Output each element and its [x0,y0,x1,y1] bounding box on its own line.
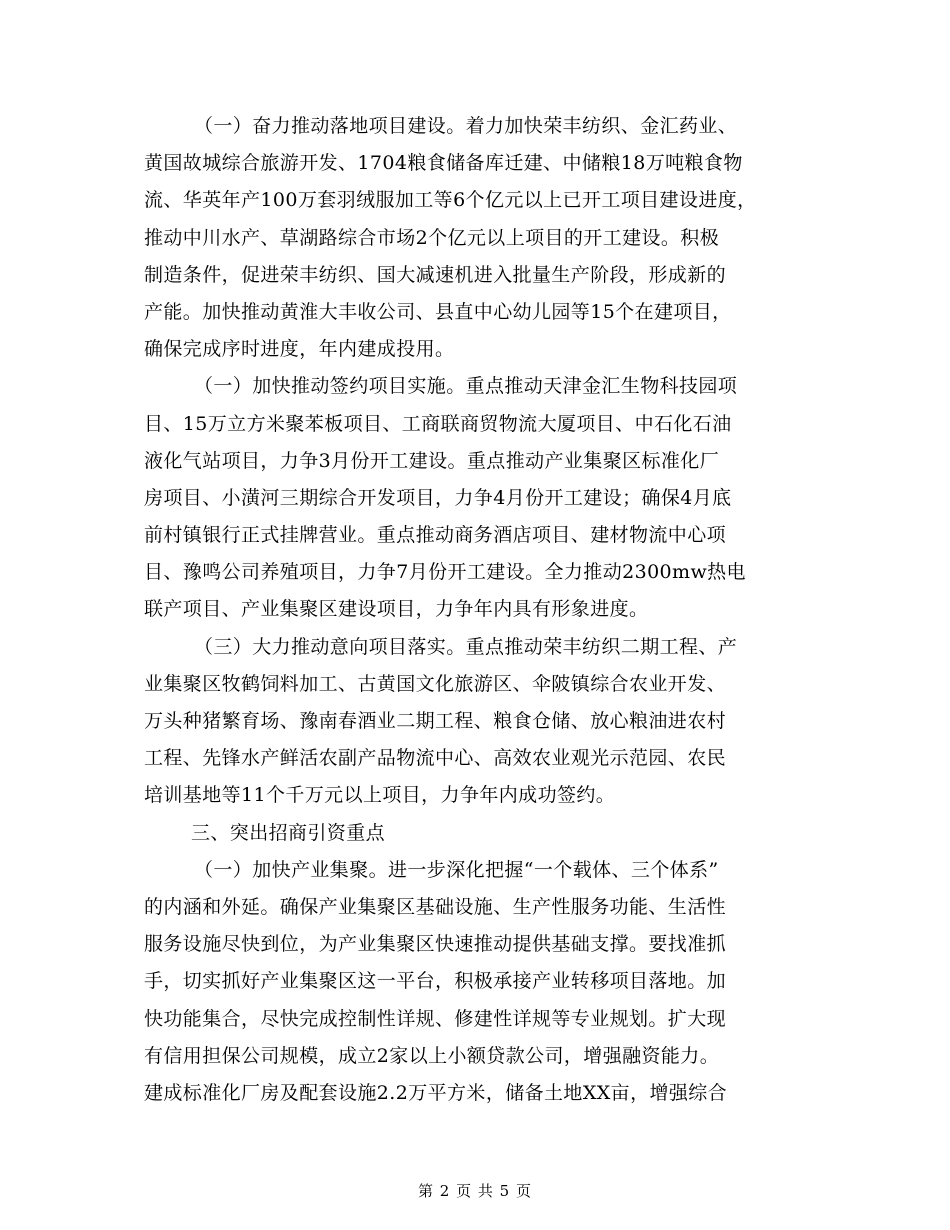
paragraph-line: 服务设施尽快到位，为产业集聚区快速推动提供基础支撑。要找准抓 [144,933,727,956]
paragraph-line: 推动中川水产、草湖路综合市场2个亿元以上项目的开工建设。积极 [144,226,720,249]
paragraph-line: 液化气站项目，力争3月份开工建设。重点推动产业集聚区标准化厂 [144,449,720,472]
section-heading: 三、突出招商引资重点 [191,821,386,844]
paragraph-line: 万头种猪繁育场、豫南春酒业二期工程、粮食仓储、放心粮油进农村 [144,710,727,732]
paragraph-line: 流、华英年产100万套羽绒服加工等6个亿元以上已开工项目建设进度， [144,189,757,212]
paragraph-line: 的内涵和外延。确保产业集聚区基础设施、生产性服务功能、生活性 [144,895,727,918]
paragraph-line: （三）大力推动意向项目落实。重点推动荣丰纺织二期工程、产 [194,635,738,658]
paragraph-line: 培训基地等11个千万元以上项目，力争年内成功签约。 [144,784,616,807]
document-body [144,108,804,1112]
page-footer: 第 2 页 共 5 页 [418,1182,532,1200]
paragraph-line: 制造条件，促进荣丰纺织、国大减速机进入批量生产阶段，形成新的 [144,263,727,286]
paragraph-line: 黄国故城综合旅游开发、1704粮食储备库迁建、中储粮18万吨粮食物 [144,152,743,175]
paragraph-line: 目、15万立方米聚苯板项目、工商联商贸物流大厦项目、中石化石油 [144,412,732,435]
paragraph-line: 前村镇银行正式挂牌营业。重点推动商务酒店项目、建材物流中心项 [144,524,727,547]
paragraph-line: 有信用担保公司规模，成立2家以上小额贷款公司，增强融资能力。 [144,1044,720,1067]
paragraph-line: 联产项目、产业集聚区建设项目，力争年内具有形象进度。 [144,598,649,621]
paragraph-line: 产能。加快推动黄淮大丰收公司、县直中心幼儿园等15个在建项目， [144,300,732,323]
paragraph-line: 业集聚区牧鹤饲料加工、古黄国文化旅游区、伞陂镇综合农业开发、 [144,672,727,695]
paragraph-line: 目、豫鸣公司养殖项目，力争7月份开工建设。全力推动2300mw热电 [144,561,746,584]
paragraph-line: 房项目、小潢河三期综合开发项目，力争4月份开工建设；确保4月底 [144,486,732,509]
paragraph-line: 确保完成序时进度，年内建成投用。 [144,338,455,361]
paragraph-line: 工程、先锋水产鲜活农副产品物流中心、高效农业观光示范园、农民 [144,747,727,770]
paragraph-line: （一）加快推动签约项目实施。重点推动天津金汇生物科技园项 [194,375,738,398]
paragraph-line: 建成标准化厂房及配套设施2.2万平方米，储备土地XX亩，增强综合 [144,1081,728,1104]
paragraph-line: （一）加快产业集聚。进一步深化把握“一个载体、三个体系” [194,858,719,881]
paragraph-line: （一）奋力推动落地项目建设。着力加快荣丰纺织、金汇药业、 [194,115,738,137]
paragraph-line: 手，切实抓好产业集聚区这一平台，积极承接产业转移项目落地。加 [144,970,727,993]
paragraph-line: 快功能集合，尽快完成控制性详规、修建性详规等专业规划。扩大现 [144,1007,727,1030]
